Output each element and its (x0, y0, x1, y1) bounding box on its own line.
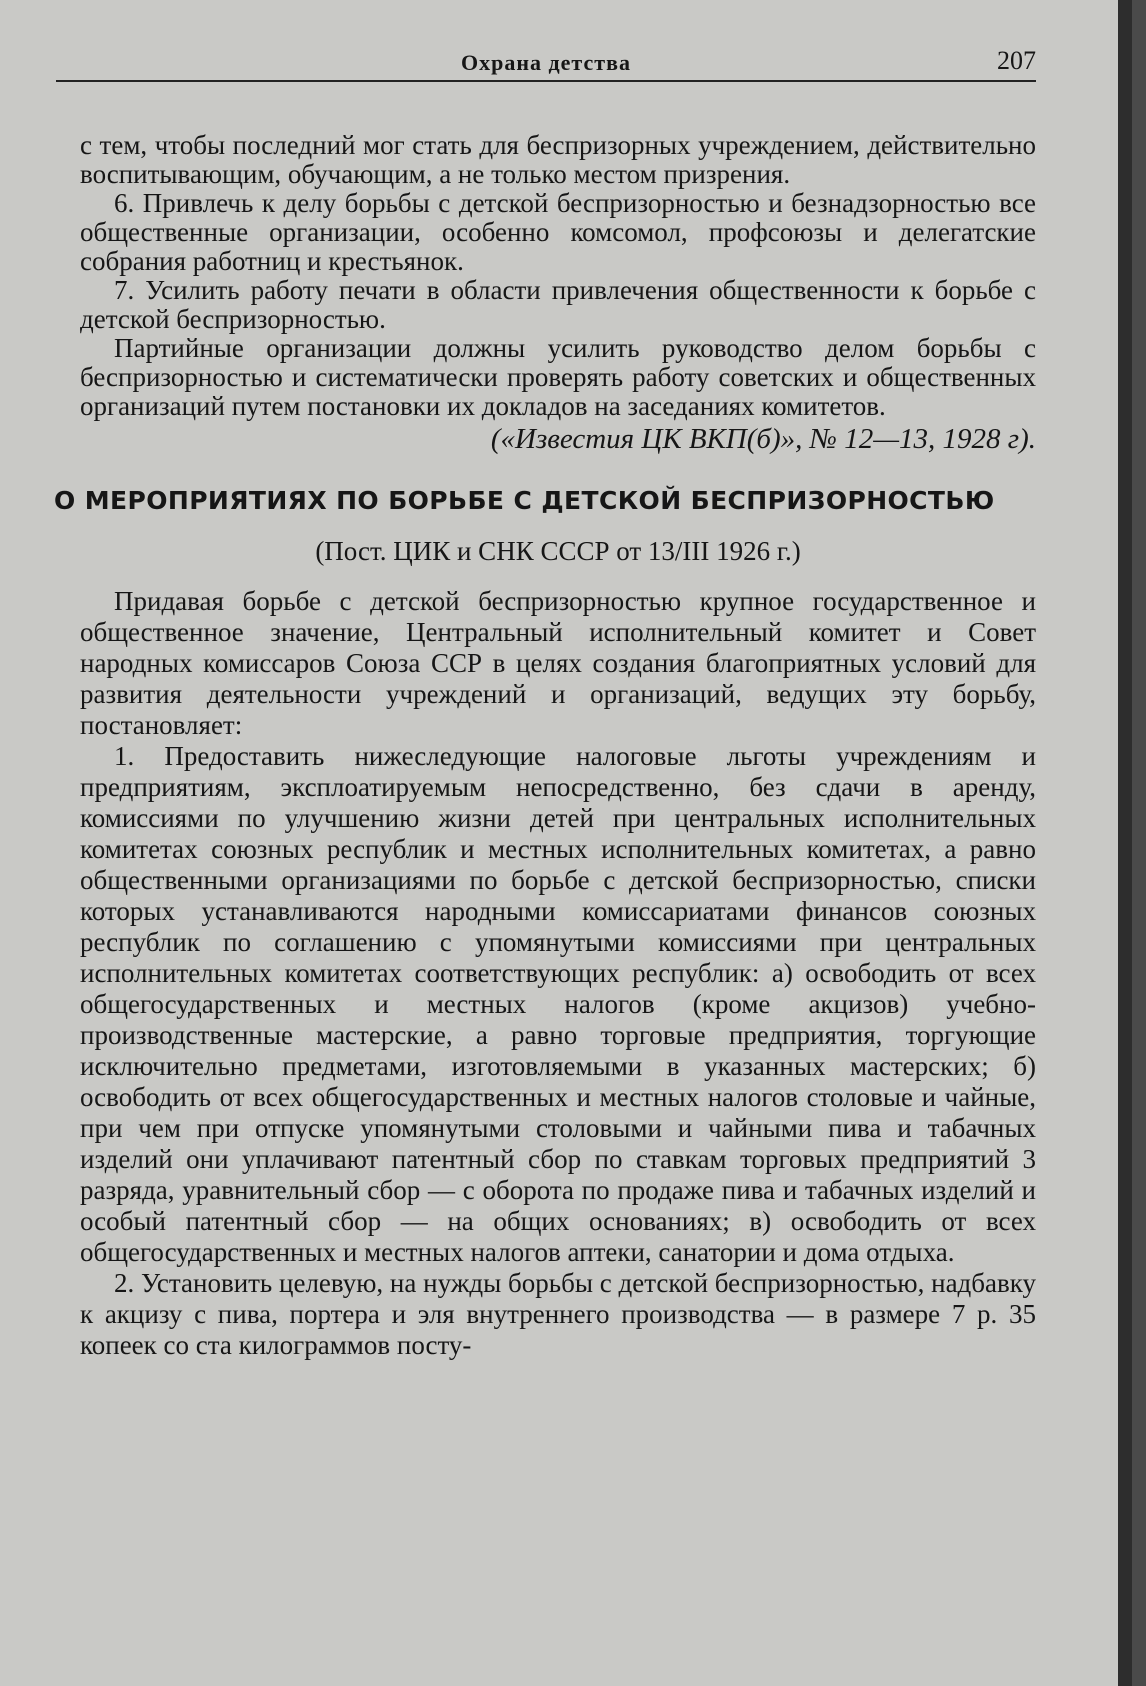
source-citation (80, 423, 1036, 456)
preamble-paragraph: Придавая борьбе с детской беспризорностью крупное государственное и общественное значение, Центральный исполнительный комитет и Совет народных комиссаров Союза ССР в целях создания благоприятных условий для развития деятельности учреждений и организаций, ведущих эту борьбу, постановляет: (80, 586, 1036, 740)
page-edge-shadow (1118, 0, 1132, 1686)
decree-reference: (Пост. ЦИК и СНК СССР от 13/III 1926 г.) (315, 536, 801, 566)
running-title: Охрана детства (461, 50, 631, 75)
continuation-paragraph: с тем, чтобы последний мог стать для беспризорных учреждением, действительно воспитывающим, обучающим, а не только местом призрения. (80, 130, 1036, 189)
page-body (54, 130, 1036, 1361)
point-2-paragraph: 2. Установить целевую, на нужды борьбы с детской беспризорностью, надбавку к акцизу с пива, портера и эля внутреннего производства — в размере 7 р. 35 копеек со ста килограммов посту- (80, 1268, 1036, 1360)
decree-text (80, 586, 1036, 1361)
section-heading: О МЕРОПРИЯТИЯХ ПО БОРЬБЕ С ДЕТСКОЙ БЕСПРИЗОРНОСТЬЮ (54, 486, 995, 515)
item-6-paragraph: 6. Привлечь к делу борьбы с детской беспризорностью и безнадзорностью все общественные организации, особенно комсомол, профсоюзы и делегатские собрания работниц и крестьянок. (80, 188, 1036, 276)
page-header (56, 40, 1036, 82)
point-1-paragraph: 1. Предоставить нижеследующие налоговые льготы учреждениям и предприятиям, эксплоатируемым непосредственно, без сдачи в аренду, комиссиями по улучшению жизни детей при центральных исполнительных комитетах союзных республик и местных исполнительных комитетах, а равно общественными организациями по борьбе с детской беспризорностью, списки которых устанавливаются народными комиссариатами финансов союзных республик по соглашению с упомянутыми комиссиями при центральных исполнительных комитетах соответствующих республик: а) освободить от всех общегосударственных и местных налогов (кроме акцизов) учебно-производственные мастерские, а равно торговые предприятия, торгующие исключительно предметами, изготовляемыми в указанных мастерских; б) освободить от всех общегосударственных и местных налогов столовые и чайные, при чем при отпуске упомянутыми столовыми и чайными пива и табачных изделий они уплачивают патентный сбор по ставкам торговых предприятий 3 разряда, уравнительный сбор — с оборота по продаже пива и табачных изделий и особый патентный сбор — на общих основаниях; в) освободить от всех общегосударственных и местных налогов аптеки, санатории и дома отдыха. (80, 741, 1036, 1267)
page-number: 207 (997, 46, 1036, 75)
item-7-paragraph: 7. Усилить работу печати в области привлечения общественности к борьбе с детской беспризорностью. (80, 275, 1036, 334)
party-organizations-paragraph: Партийные организации должны усилить руководство делом борьбы с беспризорностью и систематически проверять работу советских и общественных организаций путем постановки их докладов на заседаниях комитетов. (80, 333, 1036, 421)
source-citation-text: («Известия ЦК ВКП(б)», № 12—13, 1928 г). (490, 423, 1036, 455)
